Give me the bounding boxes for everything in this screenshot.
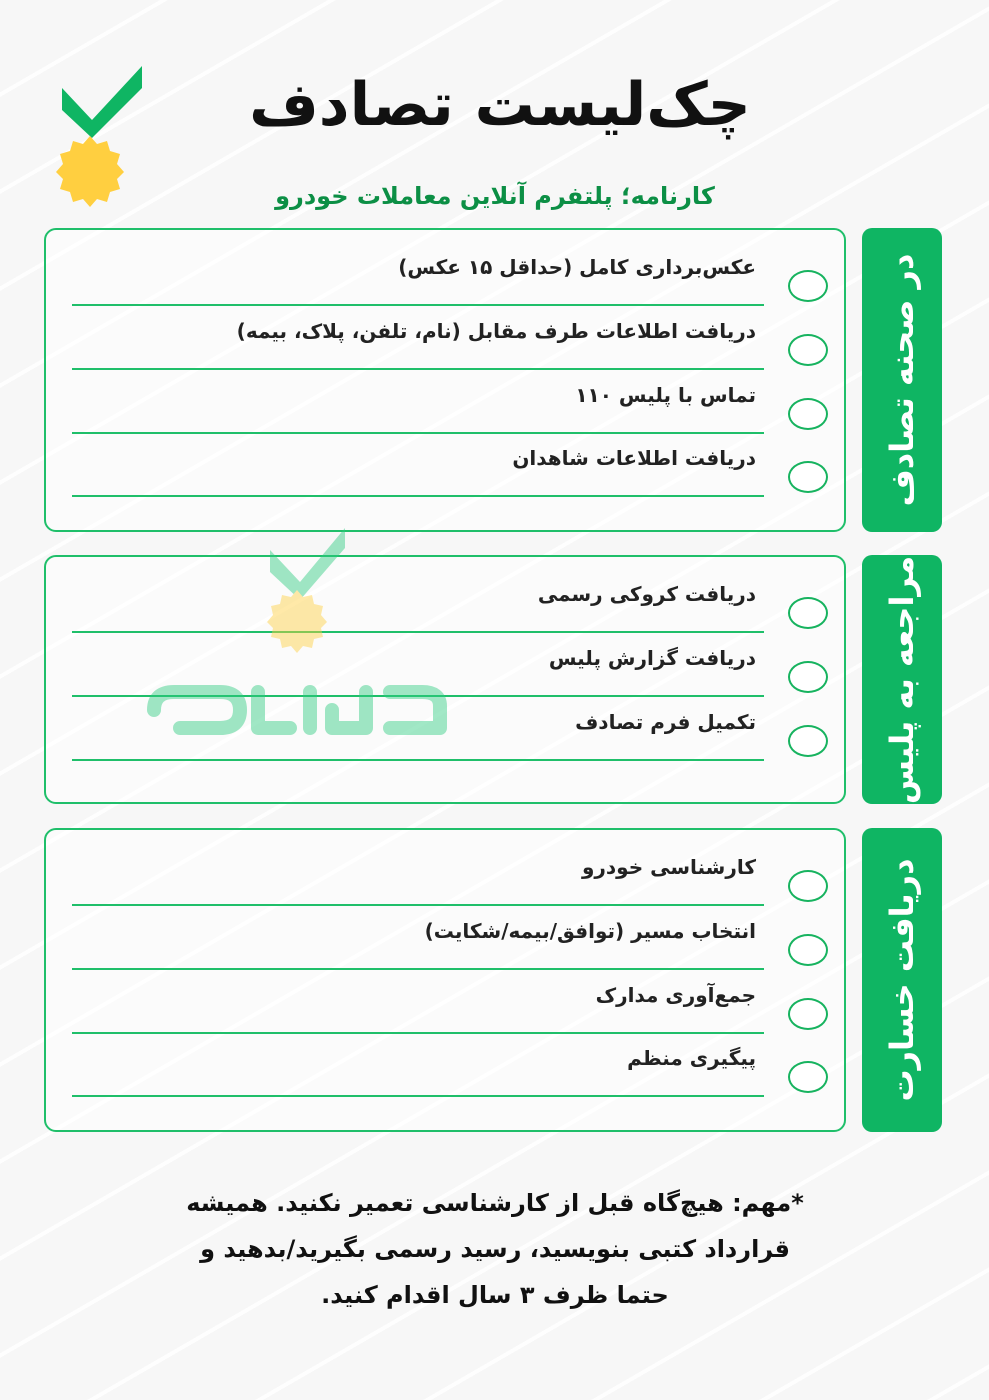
- checkbox-circle[interactable]: [788, 725, 828, 757]
- divider-line: [72, 1095, 764, 1097]
- checkbox-circle[interactable]: [788, 270, 828, 302]
- checklist-item[interactable]: [44, 364, 846, 428]
- checklist-item-label: تکمیل فرم تصادف: [575, 710, 756, 734]
- checklist-item[interactable]: [44, 1027, 846, 1091]
- page-subtitle: کارنامه؛ پلتفرم آنلاین معاملات خودرو: [275, 182, 715, 210]
- section-label: در صحنه تصادف: [883, 253, 921, 507]
- check-medal-icon: [52, 58, 148, 208]
- checklist-item-label: پیگیری منظم: [627, 1046, 756, 1070]
- checkbox-circle[interactable]: [788, 398, 828, 430]
- checklist-item[interactable]: [44, 627, 846, 691]
- checklist-item-label: انتخاب مسیر (توافق/بیمه/شکایت): [424, 919, 756, 943]
- important-note: [150, 1180, 840, 1318]
- section-tab: [862, 555, 942, 804]
- note-line: قرارداد کتبی بنویسید، رسید رسمی بگیرید/بدهید و: [200, 1235, 790, 1263]
- checklist-item[interactable]: [44, 964, 846, 1028]
- checklist-item[interactable]: [44, 300, 846, 364]
- checklist-item[interactable]: [44, 427, 846, 491]
- section-claim: [44, 828, 942, 1132]
- checklist-item-label: دریافت اطلاعات طرف مقابل (نام، تلفن، پلاک، بیمه): [236, 319, 756, 343]
- checklist-item[interactable]: [44, 900, 846, 964]
- checkbox-circle[interactable]: [788, 1061, 828, 1093]
- checklist-item-label: دریافت کروکی رسمی: [537, 582, 756, 606]
- checklist-item[interactable]: [44, 691, 846, 755]
- checklist-item-label: تماس با پلیس ۱۱۰: [575, 383, 756, 407]
- checklist-item[interactable]: [44, 236, 846, 300]
- checklist-item[interactable]: [44, 563, 846, 627]
- note-line: *مهم: هیچ‌گاه قبل از کارشناسی تعمیر نکنید. همیشه: [186, 1189, 804, 1217]
- checkbox-circle[interactable]: [788, 870, 828, 902]
- divider-line: [72, 495, 764, 497]
- checkbox-circle[interactable]: [788, 661, 828, 693]
- checklist-item-label: عکس‌برداری کامل (حداقل ۱۵ عکس): [398, 255, 756, 279]
- checkbox-circle[interactable]: [788, 934, 828, 966]
- section-tab: [862, 828, 942, 1132]
- section-tab: [862, 228, 942, 532]
- section-label: دریافت خسارت: [883, 858, 921, 1102]
- checklist-item-label: جمع‌آوری مدارک: [595, 983, 756, 1007]
- note-line: حتما ظرف ۳ سال اقدام کنید.: [321, 1281, 669, 1309]
- checkbox-circle[interactable]: [788, 461, 828, 493]
- checkbox-circle[interactable]: [788, 597, 828, 629]
- divider-line: [72, 759, 764, 761]
- section-police: [44, 555, 942, 804]
- checklist-item[interactable]: [44, 836, 846, 900]
- page-title: چک‌لیست تصادف: [249, 70, 751, 140]
- checklist-item-label: کارشناسی خودرو: [581, 855, 756, 879]
- checklist-item-label: دریافت اطلاعات شاهدان: [512, 446, 756, 470]
- checkbox-circle[interactable]: [788, 334, 828, 366]
- section-at-scene: [44, 228, 942, 532]
- section-label: مراجعه به پلیس: [883, 555, 921, 804]
- checkbox-circle[interactable]: [788, 998, 828, 1030]
- checklist-item-label: دریافت گزارش پلیس: [548, 646, 756, 670]
